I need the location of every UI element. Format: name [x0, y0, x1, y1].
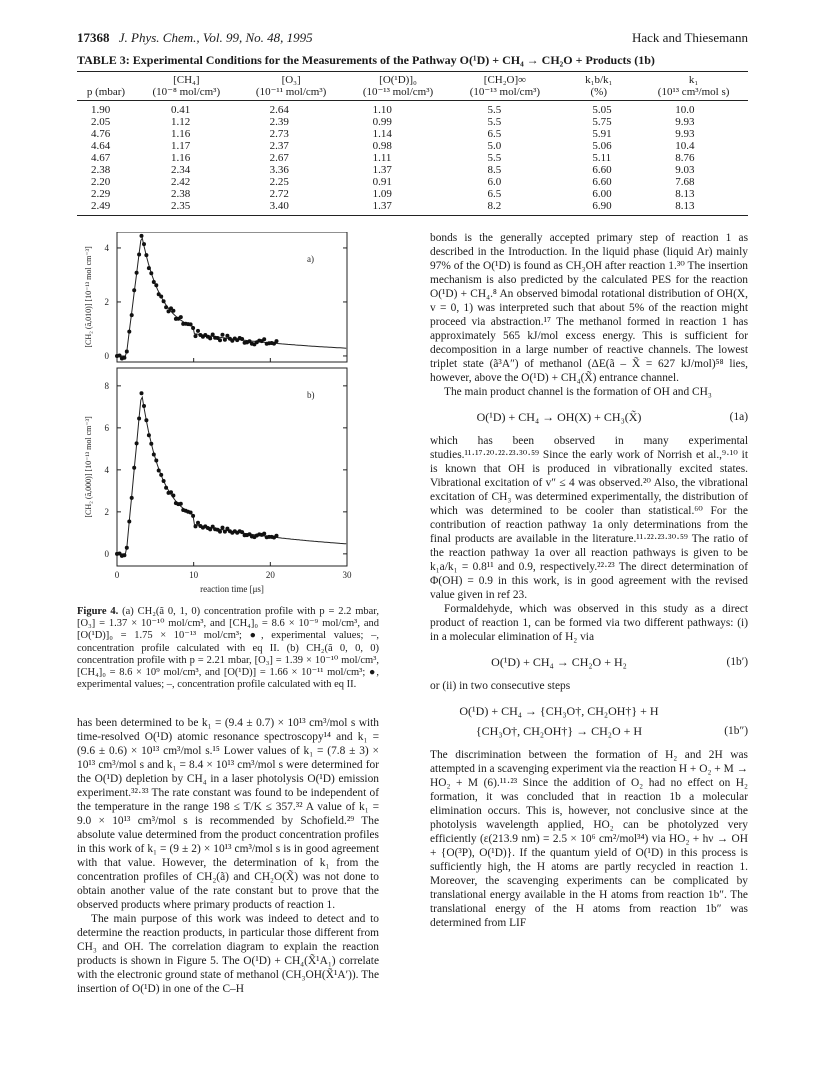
- data-point: [211, 333, 215, 337]
- data-point: [262, 532, 266, 536]
- table-cell: 6.5: [487, 188, 502, 200]
- figure-4-plot: [77, 232, 379, 604]
- table-row: [77, 188, 748, 200]
- data-point: [223, 338, 227, 342]
- paragraph: Formaldehyde, which was observed in this study as a direct product of reaction 1, can be formed via two different pathways: (i) in a molecular elimination of H₂ via: [430, 603, 748, 643]
- table-cell: 1.16: [170, 152, 191, 164]
- table-cell: 0.41: [170, 104, 191, 116]
- column-header: k₁: [688, 74, 699, 86]
- equation-1b-prime: [430, 655, 748, 669]
- table-cell: 5.5: [487, 104, 502, 116]
- table-cell: 2.34: [170, 164, 191, 176]
- table-bottom-rule: [77, 215, 748, 216]
- table-cell: 1.37: [372, 164, 392, 176]
- equation-1b-double-prime-step1: [430, 704, 748, 718]
- table-cell: 2.67: [269, 152, 289, 164]
- table-cell: 0.98: [372, 140, 392, 152]
- table-cell: 8.5: [487, 164, 502, 176]
- data-point: [218, 530, 222, 534]
- table-cell: 2.37: [269, 140, 289, 152]
- data-point: [125, 546, 129, 550]
- data-point: [135, 271, 139, 275]
- table-cell: 2.49: [91, 200, 111, 212]
- table-row: [77, 140, 748, 152]
- x-tick-label: 0: [114, 570, 120, 580]
- column-header: [CH₄]: [173, 74, 200, 86]
- data-point: [191, 326, 195, 330]
- table-cell: 2.42: [170, 176, 191, 188]
- data-point: [221, 333, 225, 337]
- equation-text: O(¹D) + CH₄ → CH₂O + H₂: [491, 655, 627, 669]
- data-point: [149, 442, 153, 446]
- paragraph: The main product channel is the formation of OH and CH₃: [444, 386, 712, 398]
- table-header-rule: [77, 100, 748, 101]
- table-row: [77, 200, 748, 212]
- data-point: [164, 486, 168, 490]
- paragraph: or (ii) in two consecutive steps: [430, 680, 571, 692]
- data-point: [179, 502, 183, 506]
- data-point: [152, 280, 156, 284]
- data-point: [130, 496, 134, 500]
- equation-number: (1a): [729, 411, 748, 423]
- y-tick-label: 6: [104, 422, 109, 433]
- data-point: [191, 514, 195, 518]
- table-cell: 4.67: [91, 152, 111, 164]
- table-cell: 2.64: [269, 104, 289, 116]
- data-point: [144, 418, 148, 422]
- table-cell: 1.09: [372, 188, 392, 200]
- y-tick-label: 2: [104, 506, 109, 517]
- paragraph: which has been observed in many experimental studies.¹¹·¹⁷·²⁰·²²·²³·³⁰·⁵⁹ Since the early work of Norrish et al.,⁹·¹⁰ it is known that OH is produced in vibrationally excited states. Vibrational excitation of v″ ≤ 4 was observed.²⁰ Also, the vibrational excitation of CH₃ was determined experimentally, the distribution of which was determined to be cooler than statistical.⁶⁰ For the contribution of reaction pathway 1a only determinations from the final products are available in the literature.¹¹·²²·²³·³⁰·⁵⁹ The ratio of the reaction pathway 1a over all reaction pathways is given to be k₁a/k₁ = 0.8¹¹ and 0.9, respectively.²²·²³ The direct determination of Φ(OH) = 0.9 in this work, is in good agreement with the revised value given in ref 23.: [430, 435, 748, 601]
- equation-number: (1b″): [724, 725, 748, 737]
- column-unit: p (mbar): [86, 86, 126, 98]
- data-point: [149, 271, 153, 275]
- data-point: [122, 553, 126, 557]
- table-cell: 6.00: [592, 188, 612, 200]
- table-cell: 5.91: [592, 128, 612, 140]
- running-header-left: [77, 30, 313, 46]
- data-point: [135, 441, 139, 445]
- table-cell: 1.16: [170, 128, 191, 140]
- table-row: [77, 116, 748, 128]
- column-unit: (10⁻¹³ mol/cm³): [469, 86, 541, 98]
- data-point: [140, 234, 144, 238]
- table-cell: 5.5: [487, 152, 502, 164]
- table-cell: 5.11: [592, 152, 612, 164]
- column-header: [O(¹D)]₀: [379, 74, 417, 86]
- x-tick-label: 10: [189, 570, 199, 580]
- table-cell: 2.20: [91, 176, 111, 188]
- figure-caption-text: (a) CH₂(ã 0, 1, 0) concentration profile with p = 2.2 mbar, [O₃] = 1.37 × 10⁻¹⁰ mol/cm³, and [CH₄]₀ = 8.6 × 10⁻⁹ mol/cm³, and [O(¹D)]₀ = 1.75 × 10⁻¹³ mol/cm³; ●, experimental values; –, concentration profile calculated with eq II. (b) CH₂(ã 0, 0, 0) concentration profile with p = 2.21 mbar, [O₃] = 1.39 × 10⁻¹⁰ mol/cm³, [CH₄]₀ = 8.6 × 10⁹ mol/cm³, and [O(¹D)] = 1.66 × 10⁻¹¹ mol/cm³; ●, experimental values; –, concentration profile calculated with eq II.: [77, 606, 379, 691]
- table-cell: 6.60: [592, 176, 612, 188]
- table-cell: 5.5: [487, 116, 502, 128]
- data-point: [169, 490, 173, 494]
- table-row: [77, 176, 748, 188]
- column-header: [CH₂O]∞: [483, 74, 527, 86]
- y-tick-label: 0: [104, 350, 109, 361]
- column-header: [77, 74, 135, 86]
- y-axis-label: [CH₂ (ã,000)] [10⁻¹³ mol cm⁻³]: [84, 416, 93, 518]
- equation-number: (1b′): [726, 656, 748, 668]
- paragraph: The main purpose of this work was indeed to detect and to determine the reaction products, in particular those different from CH₃ and OH. The correlation diagram to explain the reaction products is shown in Figure 5. The O(¹D) + CH₄(X̃¹A₁) correlate with the electronic ground state of methanol (CH₃OH(X̃¹A′)). The insertion of O(¹D) in one of the C–H: [77, 913, 379, 995]
- data-point: [147, 266, 151, 270]
- data-point: [262, 337, 266, 341]
- data-point: [179, 315, 183, 319]
- y-tick-label: 2: [104, 296, 109, 307]
- data-point: [159, 295, 163, 299]
- paragraph: bonds is the generally accepted primary step of reaction 1 as described in the Introduction. In the liquid phase (liquid Ar) mainly 97% of the O(¹D) is found as CH₃OH after reaction 1.³⁰ The insertion mechanism is also predicted by the calculated PES for the reaction O(¹D) + CH₄.⁸ An observed bimodal rotational distribution of OH(X, v = 0, 1) was interpreted such that about 5% of the reaction might proceed via abstraction.¹⁷ The methanol formed in reaction 1 has approximately 565 kJ/mol excess energy. This is sufficient for decomposition in a large number of reactive channels. The lowest triplet state (ã³A″) of methanol (ΔE(ã – X̃ = 627 kJ/mol)⁵⁸ lies, however, above the O(¹D) + CH₄(X̃) entrance channel.: [430, 232, 748, 384]
- y-tick-label: 8: [104, 380, 109, 391]
- table-cell: 4.76: [91, 128, 111, 140]
- figure-caption-label: Figure 4.: [77, 606, 119, 617]
- equation-text: {CH₃O†, CH₂OH†} → CH₂O + H: [475, 724, 643, 738]
- data-point: [194, 334, 198, 338]
- column-unit: (%): [590, 86, 608, 98]
- table-cell: 8.76: [675, 152, 695, 164]
- data-point: [171, 494, 175, 498]
- data-point: [137, 253, 141, 257]
- column-unit: (10¹³ cm³/mol s): [657, 86, 730, 98]
- data-point: [130, 313, 134, 317]
- column-unit: (10⁻¹¹ mol/cm³): [255, 86, 327, 98]
- table-cell: 2.35: [170, 200, 191, 212]
- table-cell: 9.93: [675, 116, 695, 128]
- table-cell: 0.91: [372, 176, 392, 188]
- table-cell: 2.73: [269, 128, 289, 140]
- equation-1b-double-prime-step2: [430, 724, 748, 738]
- right-column-text: [430, 231, 748, 930]
- data-point: [140, 391, 144, 395]
- table-row: [77, 152, 748, 164]
- data-point: [218, 338, 222, 342]
- data-point: [157, 469, 161, 473]
- table-cell: 8.13: [675, 188, 695, 200]
- equation-1a: [430, 410, 748, 424]
- figure-caption: [77, 606, 379, 691]
- page-number: 17368: [77, 30, 110, 45]
- data-point: [164, 305, 168, 309]
- data-point: [162, 299, 166, 303]
- table-cell: 3.40: [269, 200, 289, 212]
- table-cell: 1.10: [372, 104, 392, 116]
- y-tick-label: 4: [104, 242, 109, 253]
- table-cell: 8.13: [675, 200, 695, 212]
- y-tick-label: 0: [104, 548, 109, 559]
- table-cell: 2.29: [91, 188, 111, 200]
- table-cell: 6.5: [487, 128, 502, 140]
- data-point: [189, 322, 193, 326]
- table-cell: 2.05: [91, 116, 111, 128]
- table-caption: TABLE 3: Experimental Conditions for the Measurements of the Pathway O(¹D) + CH₄ → CH₂O + Products (1b): [77, 53, 655, 67]
- table-cell: 10.0: [675, 104, 695, 116]
- left-column-text: [77, 716, 379, 996]
- data-point: [154, 459, 158, 463]
- table-cell: 1.90: [91, 104, 111, 116]
- table-cell: 10.4: [675, 140, 695, 152]
- paragraph: The discrimination between the formation of H₂ and 2H was attempted in a scavenging experiment via the reaction H + O₂ + M → HO₂ + M (6).¹¹·²³ Since the addition of O₂ had no effect on H₂ formation, it was concluded that in reaction 1b a molecular elimination occurs. This is, however, not conclusive since at the photolysis wavelength applied, HO₂ can be photolyzed very efficiently (ε(213.9 nm) = 2.5 × 10⁶ cm²/mol³⁴) via HO₂ + hν → OH + {O(³P), O(¹D)}. If the quantum yield of O(¹D) in this process is sufficiently high, the H atoms are partly recycled in reaction 1. Moreover, the scavenging experiments can be complicated by translational energy available in the H atoms from reaction 1b″. The translational energy of the H atoms from reaction 1b″ was determined from LIF: [430, 749, 748, 929]
- column-unit: (10⁻⁸ mol/cm³): [152, 86, 221, 98]
- running-header-authors: Hack and Thiesemann: [632, 30, 748, 45]
- table-cell: 9.93: [675, 128, 695, 140]
- x-tick-label: 30: [342, 570, 352, 580]
- table-cell: 8.2: [487, 200, 502, 212]
- table-cell: 2.39: [269, 116, 289, 128]
- paragraph: has been determined to be k₁ = (9.4 ± 0.7) × 10¹³ cm³/mol s with time-resolved O(¹D) atomic resonance spectroscopy¹⁴ and k₁ = (9.6 ± 0.6) × 10¹³ cm³/mol s.¹⁵ Lower values of k₁ = (7.8 ± 3) × 10¹³ cm³/mol s and k₁ = 8.4 × 10¹³ cm³/mol s were determined for the O(¹D) depletion by CH₄ in a laser photolysis O(¹D) emission experiment.³²·³³ The rate constant was found to be independent of the temperature in the range 198 ≤ T/K ≤ 357.³² A value of k₁ = 9.0 × 10¹³ cm³/mol s is recommended by Schofield.²⁹ The absolute value determined from the product concentration profiles in this work of k₁ = (9 ± 2) × 10¹³ cm³/mol s is in good agreement with that value. However, the determination of k₁ from the concentration profiles of CH₂(ã) and CH₂O(X̃) was not done to obtain another value of the rate constant but to prove that the observed products where primary products of reaction 1.: [77, 717, 379, 911]
- y-axis-label: [CH₂ (ã,010)] [10⁻¹³ mol cm⁻³]: [84, 246, 93, 348]
- data-point: [154, 283, 158, 287]
- data-point: [137, 417, 141, 421]
- column-header: k₁b/k₁: [585, 74, 613, 86]
- equation-text: O(¹D) + CH₄ → OH(X) + CH₃(X̃): [476, 410, 642, 424]
- table-cell: 5.05: [592, 104, 612, 116]
- table-cell: 1.17: [170, 140, 191, 152]
- data-point: [196, 521, 200, 525]
- table-cell: 1.14: [372, 128, 392, 140]
- table-cell: 1.37: [372, 200, 392, 212]
- data-point: [132, 466, 136, 470]
- table-cell: 6.60: [592, 164, 612, 176]
- data-point: [152, 453, 156, 457]
- table-cell: 2.38: [170, 188, 191, 200]
- x-tick-label: 20: [265, 570, 275, 580]
- table-header: [77, 74, 748, 98]
- data-point: [144, 253, 148, 257]
- data-point: [208, 336, 212, 340]
- data-point: [221, 526, 225, 530]
- table-cell: 2.72: [269, 188, 289, 200]
- table-cell: 0.99: [372, 116, 392, 128]
- table-cell: 2.25: [269, 176, 289, 188]
- data-point: [142, 242, 146, 246]
- table-cell: 1.11: [372, 152, 392, 164]
- table-cell: 6.0: [487, 176, 502, 188]
- table-cell: 5.0: [487, 140, 502, 152]
- table-top-rule: [77, 71, 748, 72]
- x-axis-label: reaction time [μs]: [200, 584, 264, 594]
- panel-label: b): [307, 390, 315, 400]
- data-point: [194, 524, 198, 528]
- table-cell: 6.90: [592, 200, 612, 212]
- column-unit: (10⁻¹³ mol/cm³): [362, 86, 434, 98]
- table-cell: 3.36: [269, 164, 289, 176]
- data-point: [125, 350, 129, 354]
- data-point: [171, 309, 175, 313]
- table-cell: 5.75: [592, 116, 612, 128]
- data-point: [132, 288, 136, 292]
- table-cell: 2.38: [91, 164, 111, 176]
- data-point: [142, 404, 146, 408]
- data-point: [240, 337, 244, 341]
- data-point: [275, 339, 279, 343]
- column-header: [O₃]: [281, 74, 301, 86]
- table-cell: 1.12: [170, 116, 191, 128]
- table-cell: 7.68: [675, 176, 695, 188]
- data-point: [147, 433, 151, 437]
- table-row: [77, 164, 748, 176]
- journal-citation: J. Phys. Chem., Vol. 99, No. 48, 1995: [118, 30, 313, 45]
- data-point: [159, 473, 163, 477]
- table-row: [77, 128, 748, 140]
- panel-label: a): [307, 254, 314, 264]
- table-cell: 4.64: [91, 140, 111, 152]
- data-point: [122, 356, 126, 360]
- equation-text: O(¹D) + CH₄ → {CH₃O†, CH₂OH†} + H: [459, 704, 659, 718]
- data-table: [77, 74, 748, 212]
- data-point: [240, 530, 244, 534]
- data-point: [127, 330, 131, 334]
- data-point: [275, 534, 279, 538]
- y-tick-label: 4: [104, 464, 109, 475]
- table-body: [77, 98, 748, 212]
- data-point: [189, 511, 193, 515]
- data-point: [162, 479, 166, 483]
- table-cell: 9.03: [675, 164, 695, 176]
- data-point: [127, 520, 131, 524]
- data-point: [196, 329, 200, 333]
- table-cell: 5.06: [592, 140, 612, 152]
- data-point: [225, 334, 229, 338]
